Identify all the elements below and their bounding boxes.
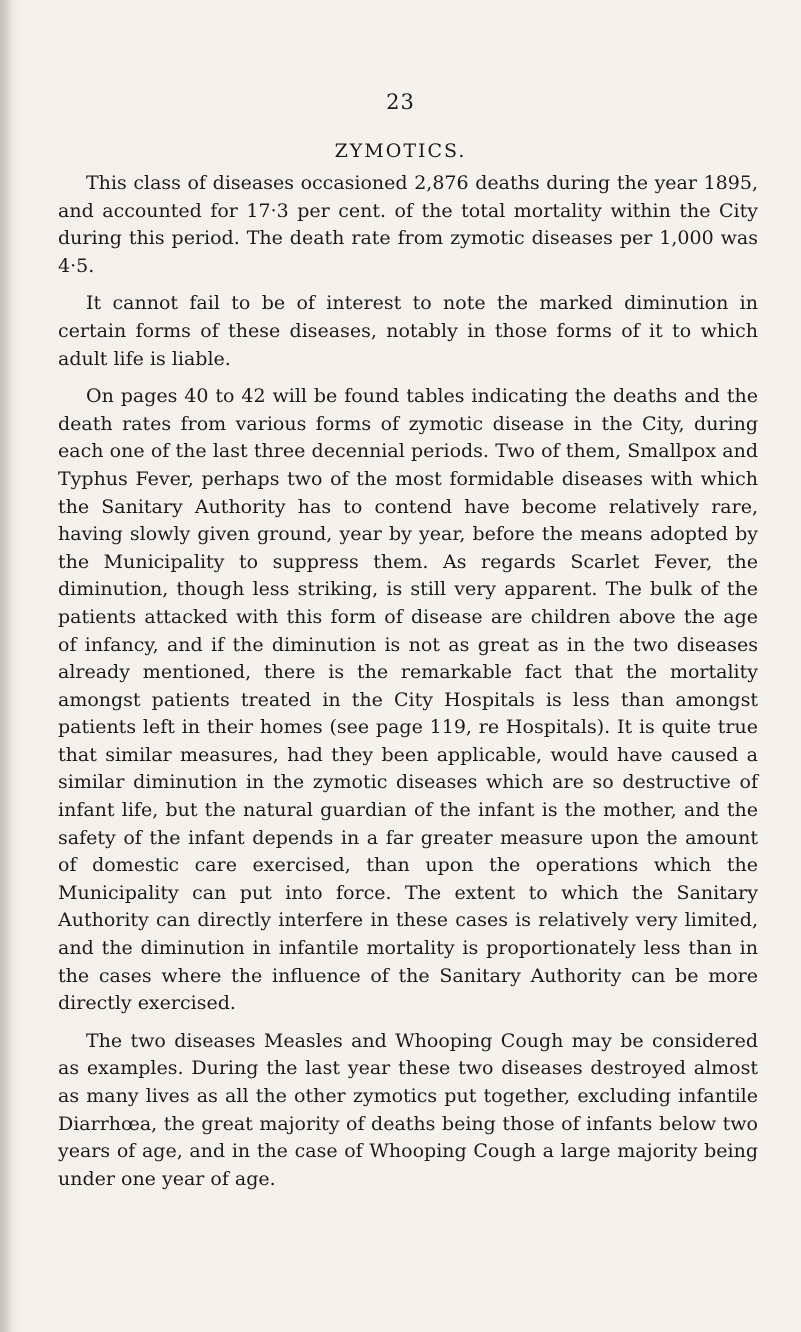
paragraph-4: The two diseases Measles and Whooping Cough may be considered as examples. During the last year these two diseases destroyed almost as many lives as all the other zymotics put together, excluding infantile Diarrhœa, the great majority of deaths being those of infants below two years of age, and in the case of Whooping Cough a large majority being under one year of age. — [58, 1029, 758, 1190]
section-heading: ZYMOTICS. — [334, 140, 467, 162]
paragraph-2: It cannot fail to be of interest to note the marked diminution in certain forms of these diseases, notably in those forms of it to which adult life is liable. — [58, 292, 758, 370]
paragraph-3: On pages 40 to 42 will be found tables indicating the deaths and the death rates from various forms of zymotic disease in the City, during each one of the last three decennial periods. Two of them, Smallpox and Typhus Fever, perhaps two of the most formidable diseases with which the Sanitary Authority has to contend have become relatively rare, having slowly given ground, year by year, before the means adopted by the Municipality to suppress them. As regards Scarlet Fever, the diminution, though less striking, is still very apparent. The bulk of the patients attacked with this form of disease are children above the age of infancy, and if the diminution is not as great as in the two diseases already mentioned, there is the remarkable fact that the mortality amongst patients treated in the City Hospitals is less than amongst patients left in their homes (see page 119, re Hospitals). It is quite true that similar measures, had they been applicable, would have caused a similar diminution in the zymotic diseases which are so destructive of infant life, but the natural guardian of the infant is the mother, and the safety of the infant depends in a far greater measure upon the amount of domestic care exercised, than upon the operations which the Municipality can put into force. The extent to which the Sanitary Authority can directly interfere in these cases is relatively very limited, and the diminution in infantile mortality is proportionately less than in the cases where the influence of the Sanitary Authority can be more directly exercised. — [58, 385, 758, 1015]
page-number: 23 — [386, 90, 415, 114]
paragraph-1: This class of diseases occasioned 2,876 deaths during the year 1895, and accounted for 17·3 per cent. of the total mortality within the City during this period. The death rate from zymotic diseases per 1,000 was 4·5. — [58, 172, 758, 277]
body-text — [58, 170, 758, 1203]
binding-shadow — [0, 0, 14, 1332]
